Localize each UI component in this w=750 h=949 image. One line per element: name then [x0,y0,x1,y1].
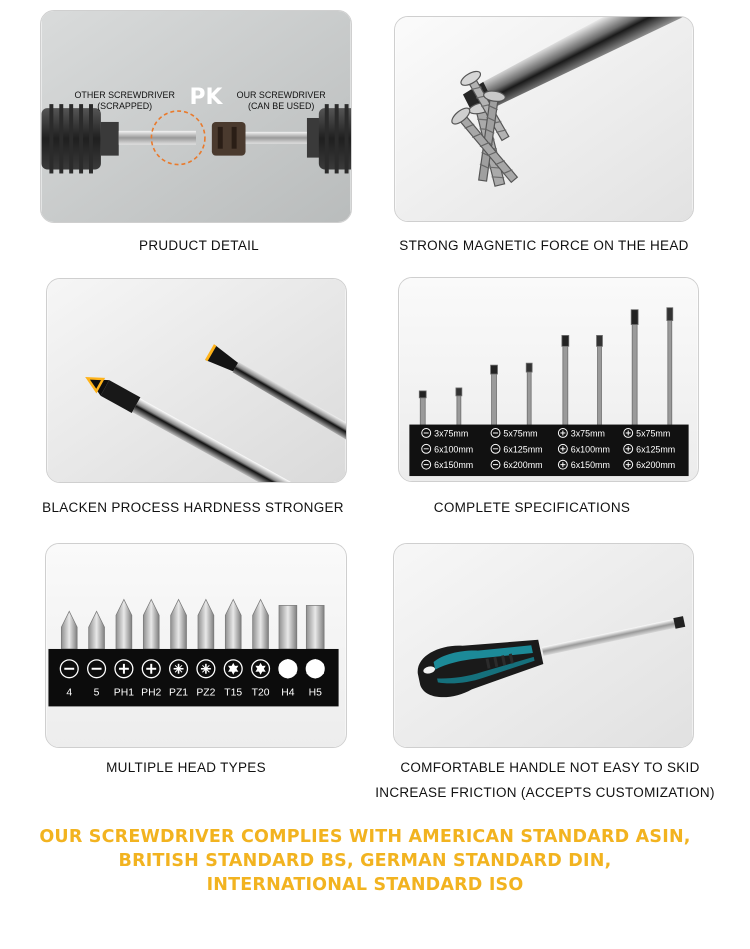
product-detail-image [41,11,351,222]
standards-line-3: INTERNATIONAL STANDARD ISO [206,875,524,895]
magnetic-caption: STRONG MAGNETIC FORCE ON THE HEAD [399,238,689,253]
head-type-label: PZ2 [196,687,216,699]
handle-caption-line1: COMFORTABLE HANDLE NOT EASY TO SKID [400,760,700,775]
blacken-caption: BLACKEN PROCESS HARDNESS STRONGER [42,500,344,515]
head-type-label: PH1 [113,687,135,699]
specs-panel [398,277,699,482]
other-screwdriver-sublabel: (SCRAPPED) [97,101,153,112]
magnetic-panel [394,16,694,222]
head-type-label: 5 [93,687,100,699]
specs-caption: COMPLETE SPECIFICATIONS [433,500,631,515]
specs-image [399,278,698,481]
our-screwdriver-sublabel: (CAN BE USED) [248,101,315,112]
spec-size-label: 6x125mm [636,444,676,455]
blacken-image [47,279,346,482]
spec-size-label: 6x125mm [503,444,543,455]
handle-image [394,544,693,747]
spec-size-label: 6x150mm [434,460,474,471]
spec-size-label: 6x150mm [570,460,610,471]
spec-size-label: 6x100mm [570,444,610,455]
head-type-label: T15 [224,687,243,699]
blacken-panel [46,278,347,483]
head-bit [306,605,324,649]
head-type-label: H4 [281,687,295,699]
magnetic-image [395,17,693,221]
standards-statement [0,825,730,897]
head-bit [279,605,297,649]
head-type-label: T20 [251,687,270,699]
spec-size-label: 6x200mm [503,460,543,471]
head-type-label: 4 [66,687,73,699]
spec-size-label: 6x100mm [434,444,474,455]
handle-panel [393,543,694,748]
heads-image [46,544,346,747]
spec-size-label: 5x75mm [636,428,671,439]
head-type-label: H5 [308,687,322,699]
head-type-label: PH2 [141,687,162,699]
other-screwdriver-label: OTHER SCREWDRIVER [74,90,175,101]
spec-size-label: 5x75mm [503,428,538,439]
our-screwdriver-label: OUR SCREWDRIVER [236,90,326,101]
product-detail-panel [40,10,352,223]
standards-line-2: BRITISH STANDARD BS, GERMAN STANDARD DIN, [118,851,612,871]
heads-panel [45,543,347,748]
head-type-label: PZ1 [169,687,189,699]
spec-size-label: 3x75mm [570,428,605,439]
standards-line-1: OUR SCREWDRIVER COMPLIES WITH AMERICAN STANDARD ASIN, [39,827,691,847]
spec-size-label: 6x200mm [636,460,676,471]
handle-caption-line2: INCREASE FRICTION (ACCEPTS CUSTOMIZATION) [375,785,715,800]
heads-caption: MULTIPLE HEAD TYPES [106,760,266,775]
pk-label: PK [189,85,223,111]
spec-size-label: 3x75mm [434,428,469,439]
product-detail-caption: PRUDUCT DETAIL [139,238,259,253]
